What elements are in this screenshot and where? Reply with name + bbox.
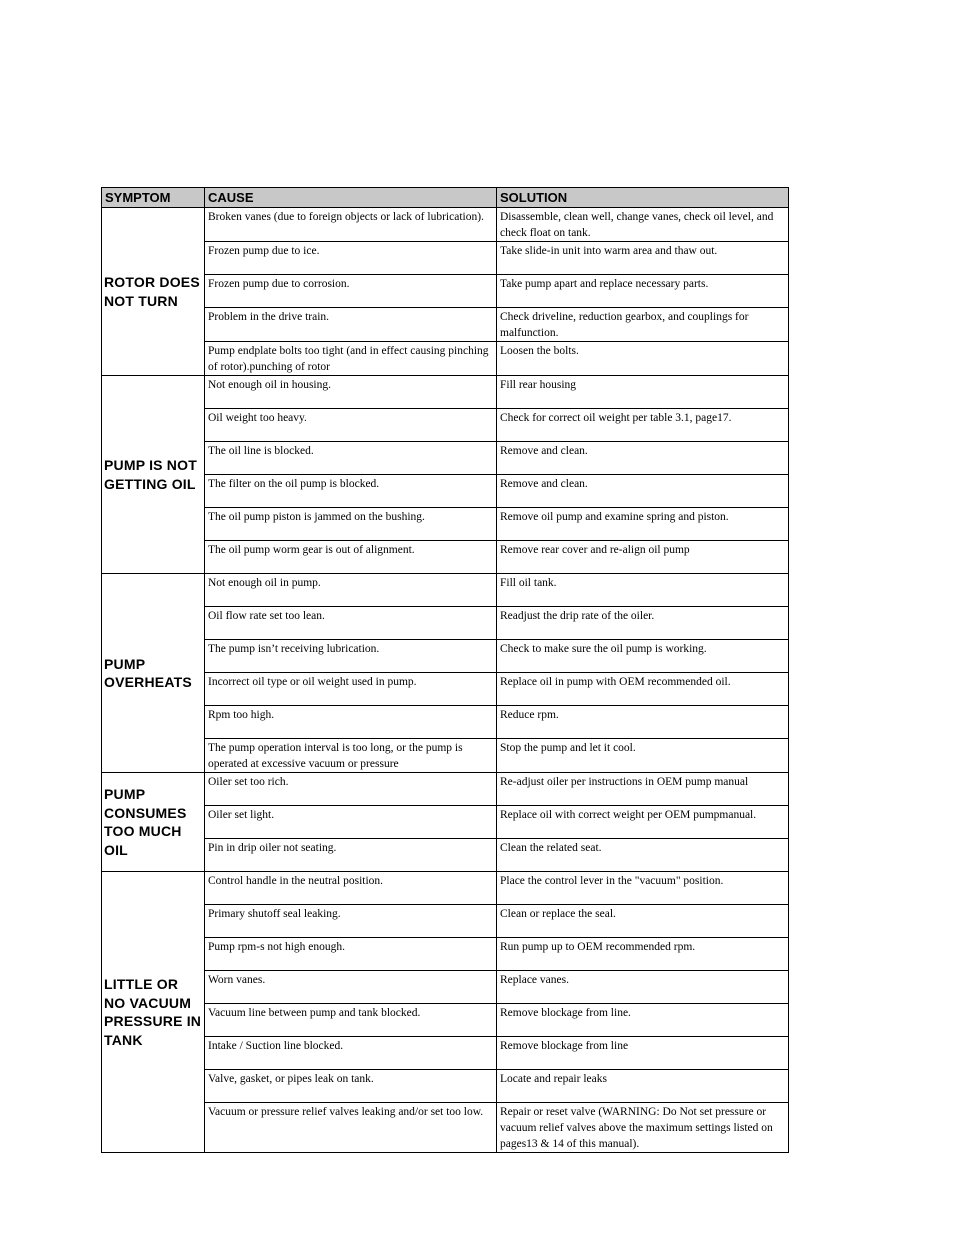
symptom-cell: ROTOR DOES NOT TURN: [102, 208, 205, 376]
table-row: [102, 905, 789, 938]
table-row: [102, 409, 789, 442]
solution-cell: Run pump up to OEM recommended rpm.: [497, 938, 789, 971]
solution-cell: Remove blockage from line: [497, 1037, 789, 1070]
table-row: [102, 706, 789, 739]
solution-cell: Remove rear cover and re-align oil pump: [497, 541, 789, 574]
cause-cell: Frozen pump due to ice.: [205, 242, 497, 275]
cause-cell: Pump endplate bolts too tight (and in effect causing pinching of rotor).punching of rotor: [205, 342, 497, 376]
solution-cell: Take pump apart and replace necessary parts.: [497, 275, 789, 308]
solution-cell: Stop the pump and let it cool.: [497, 739, 789, 773]
solution-cell: Clean the related seat.: [497, 839, 789, 872]
table-row: [102, 607, 789, 640]
table-row: [102, 508, 789, 541]
solution-cell: Remove and clean.: [497, 442, 789, 475]
solution-cell: Loosen the bolts.: [497, 342, 789, 376]
cause-cell: Problem in the drive train.: [205, 308, 497, 342]
solution-cell: Remove blockage from line.: [497, 1004, 789, 1037]
table-row: [102, 574, 789, 607]
table-row: [102, 739, 789, 773]
solution-cell: Locate and repair leaks: [497, 1070, 789, 1103]
solution-cell: Replace oil in pump with OEM recommended oil.: [497, 673, 789, 706]
solution-cell: Place the control lever in the "vacuum" position.: [497, 872, 789, 905]
troubleshooting-table: [101, 187, 789, 1153]
table-row: [102, 208, 789, 242]
solution-cell: Reduce rpm.: [497, 706, 789, 739]
solution-cell: Replace oil with correct weight per OEM pumpmanual.: [497, 806, 789, 839]
cause-cell: Vacuum or pressure relief valves leaking and/or set too low.: [205, 1103, 497, 1153]
solution-cell: Repair or reset valve (WARNING: Do Not set pressure or vacuum relief valves above the maximum settings listed on pages13 & 14 of this manual).: [497, 1103, 789, 1153]
solution-cell: Disassemble, clean well, change vanes, check oil level, and check float on tank.: [497, 208, 789, 242]
solution-cell: Check driveline, reduction gearbox, and couplings for malfunction.: [497, 308, 789, 342]
table-row: [102, 308, 789, 342]
table-row: [102, 275, 789, 308]
cause-cell: Broken vanes (due to foreign objects or lack of lubrication).: [205, 208, 497, 242]
cause-cell: Not enough oil in pump.: [205, 574, 497, 607]
table-row: [102, 475, 789, 508]
cause-cell: Oiler set too rich.: [205, 773, 497, 806]
solution-cell: Remove oil pump and examine spring and piston.: [497, 508, 789, 541]
cause-cell: Valve, gasket, or pipes leak on tank.: [205, 1070, 497, 1103]
symptom-cell: PUMP CONSUMES TOO MUCH OIL: [102, 773, 205, 872]
cause-cell: Control handle in the neutral position.: [205, 872, 497, 905]
table-row: [102, 773, 789, 806]
cause-cell: Primary shutoff seal leaking.: [205, 905, 497, 938]
cause-cell: The pump isn’t receiving lubrication.: [205, 640, 497, 673]
table-row: [102, 541, 789, 574]
table-row: [102, 839, 789, 872]
table-row: [102, 376, 789, 409]
cause-cell: Worn vanes.: [205, 971, 497, 1004]
table-row: [102, 971, 789, 1004]
table-body: [102, 208, 789, 1153]
cause-cell: Pin in drip oiler not seating.: [205, 839, 497, 872]
solution-cell: Clean or replace the seal.: [497, 905, 789, 938]
solution-cell: Fill rear housing: [497, 376, 789, 409]
solution-cell: Take slide-in unit into warm area and thaw out.: [497, 242, 789, 275]
table-row: [102, 442, 789, 475]
table-row: [102, 872, 789, 905]
cause-cell: The oil pump worm gear is out of alignment.: [205, 541, 497, 574]
solution-cell: Replace vanes.: [497, 971, 789, 1004]
cause-cell: The oil pump piston is jammed on the bushing.: [205, 508, 497, 541]
cause-cell: The filter on the oil pump is blocked.: [205, 475, 497, 508]
solution-cell: Check to make sure the oil pump is working.: [497, 640, 789, 673]
cause-cell: Oil flow rate set too lean.: [205, 607, 497, 640]
table-row: [102, 1037, 789, 1070]
table-row: [102, 1070, 789, 1103]
table-row: [102, 342, 789, 376]
cause-cell: Oil weight too heavy.: [205, 409, 497, 442]
header-solution: SOLUTION: [497, 188, 789, 208]
cause-cell: Not enough oil in housing.: [205, 376, 497, 409]
symptom-cell: PUMP OVERHEATS: [102, 574, 205, 773]
table-row: [102, 1103, 789, 1153]
cause-cell: The pump operation interval is too long, or the pump is operated at excessive vacuum or pressure: [205, 739, 497, 773]
cause-cell: Vacuum line between pump and tank blocked.: [205, 1004, 497, 1037]
cause-cell: Oiler set light.: [205, 806, 497, 839]
cause-cell: Rpm too high.: [205, 706, 497, 739]
cause-cell: Incorrect oil type or oil weight used in pump.: [205, 673, 497, 706]
header-symptom: SYMPTOM: [102, 188, 205, 208]
cause-cell: Frozen pump due to corrosion.: [205, 275, 497, 308]
symptom-cell: PUMP IS NOT GETTING OIL: [102, 376, 205, 574]
solution-cell: Fill oil tank.: [497, 574, 789, 607]
cause-cell: The oil line is blocked.: [205, 442, 497, 475]
solution-cell: Check for correct oil weight per table 3.1, page17.: [497, 409, 789, 442]
header-row: [102, 188, 789, 208]
solution-cell: Remove and clean.: [497, 475, 789, 508]
solution-cell: Readjust the drip rate of the oiler.: [497, 607, 789, 640]
table-row: [102, 640, 789, 673]
table-row: [102, 673, 789, 706]
symptom-cell: LITTLE OR NO VACUUM PRESSURE IN TANK: [102, 872, 205, 1153]
cause-cell: Intake / Suction line blocked.: [205, 1037, 497, 1070]
table-row: [102, 242, 789, 275]
solution-cell: Re-adjust oiler per instructions in OEM pump manual: [497, 773, 789, 806]
cause-cell: Pump rpm-s not high enough.: [205, 938, 497, 971]
table-row: [102, 938, 789, 971]
table-header: [102, 188, 789, 208]
table-row: [102, 806, 789, 839]
table-row: [102, 1004, 789, 1037]
header-cause: CAUSE: [205, 188, 497, 208]
